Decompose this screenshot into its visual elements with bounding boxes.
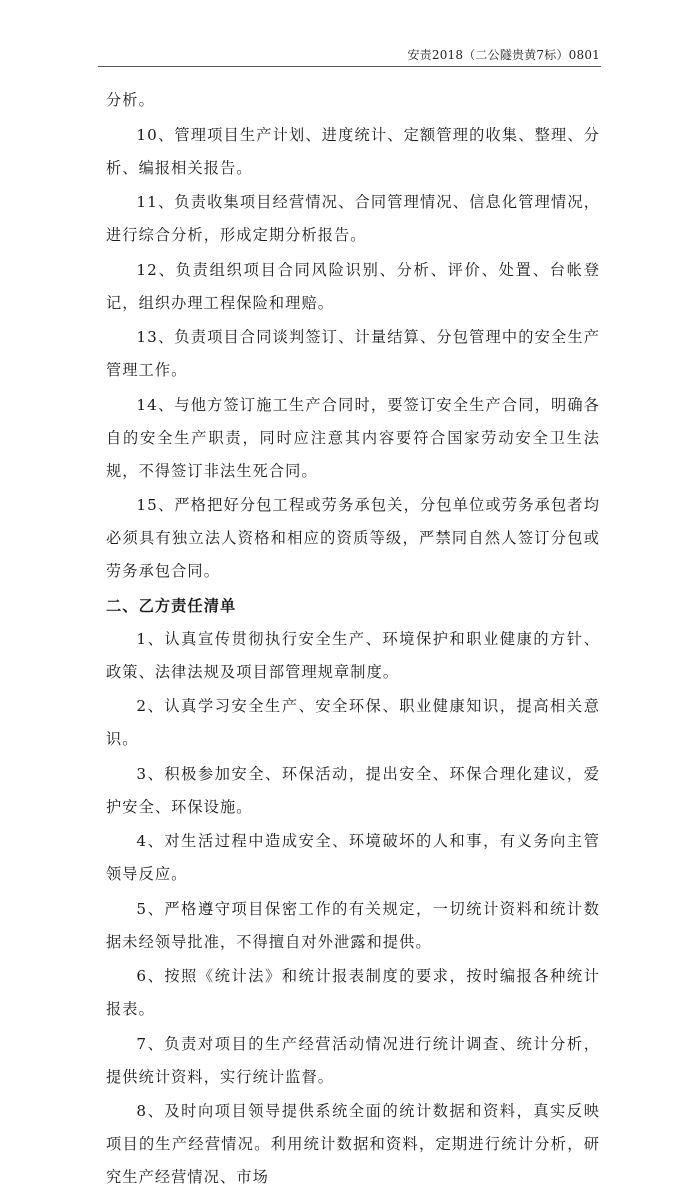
party-a-item-14: 14、与他方签订施工生产合同时，要签订安全生产合同，明确各自的安全生产职责，同时应注意其内容要符合国家劳动安全卫生法规，不得签订非法生死合同。: [106, 395, 600, 480]
document-body: [106, 84, 600, 1196]
party-a-item-13: 13、负责项目合同谈判签订、计量结算、分包管理中的安全生产管理工作。: [106, 328, 600, 379]
party-b-item-6: 6、按照《统计法》和统计报表制度的要求，按时编报各种统计报表。: [106, 967, 600, 1018]
party-a-item-15: 15、严格把好分包工程或劳务承包关，分包单位或劳务承包者均必须具有独立法人资格和相应的资质等级，严禁同自然人签订分包或劳务承包合同。: [106, 496, 600, 580]
party-a-item-11: 11、负责收集项目经营情况、合同管理情况、信息化管理情况，进行综合分析，形成定期分析报告。: [106, 193, 600, 244]
party-b-item-7: 7、负责对项目的生产经营活动情况进行统计调查、统计分析，提供统计资料，实行统计监督。: [106, 1034, 600, 1086]
section-title-party-b: 二、乙方责任清单: [106, 596, 237, 615]
party-b-item-3: 3、积极参加安全、环保活动，提出安全、环保合理化建议，爱护安全、环保设施。: [106, 764, 600, 816]
continued-paragraph: 分析。: [106, 91, 155, 109]
party-b-item-8: 8、及时向项目领导提供系统全面的统计数据和资料，真实反映项目的生产经营情况。利用统计数据和资料，定期进行统计分析，研究生产经营情况、市场: [106, 1102, 600, 1186]
party-b-item-1: 1、认真宣传贯彻执行安全生产、环境保护和职业健康的方针、政策、法律法规及项目部管理规章制度。: [106, 629, 600, 681]
party-b-item-4: 4、对生活过程中造成安全、环境破坏的人和事，有义务向主管领导反应。: [106, 832, 600, 883]
party-a-item-12: 12、负责组织项目合同风险识别、分析、评价、处置、台帐登记，组织办理工程保险和理赔。: [106, 260, 600, 312]
header-divider: [98, 66, 601, 67]
party-a-item-10: 10、管理项目生产计划、进度统计、定额管理的收集、整理、分析、编报相关报告。: [106, 125, 600, 177]
party-b-item-5: 5、严格遵守项目保密工作的有关规定，一切统计资料和统计数据未经领导批准，不得擅自对外泄露和提供。: [106, 899, 600, 951]
party-b-item-2: 2、认真学习安全生产、安全环保、职业健康知识，提高相关意识。: [106, 697, 600, 748]
document-header-code: 安责2018（二公隧贵黄7标）0801: [407, 48, 600, 62]
